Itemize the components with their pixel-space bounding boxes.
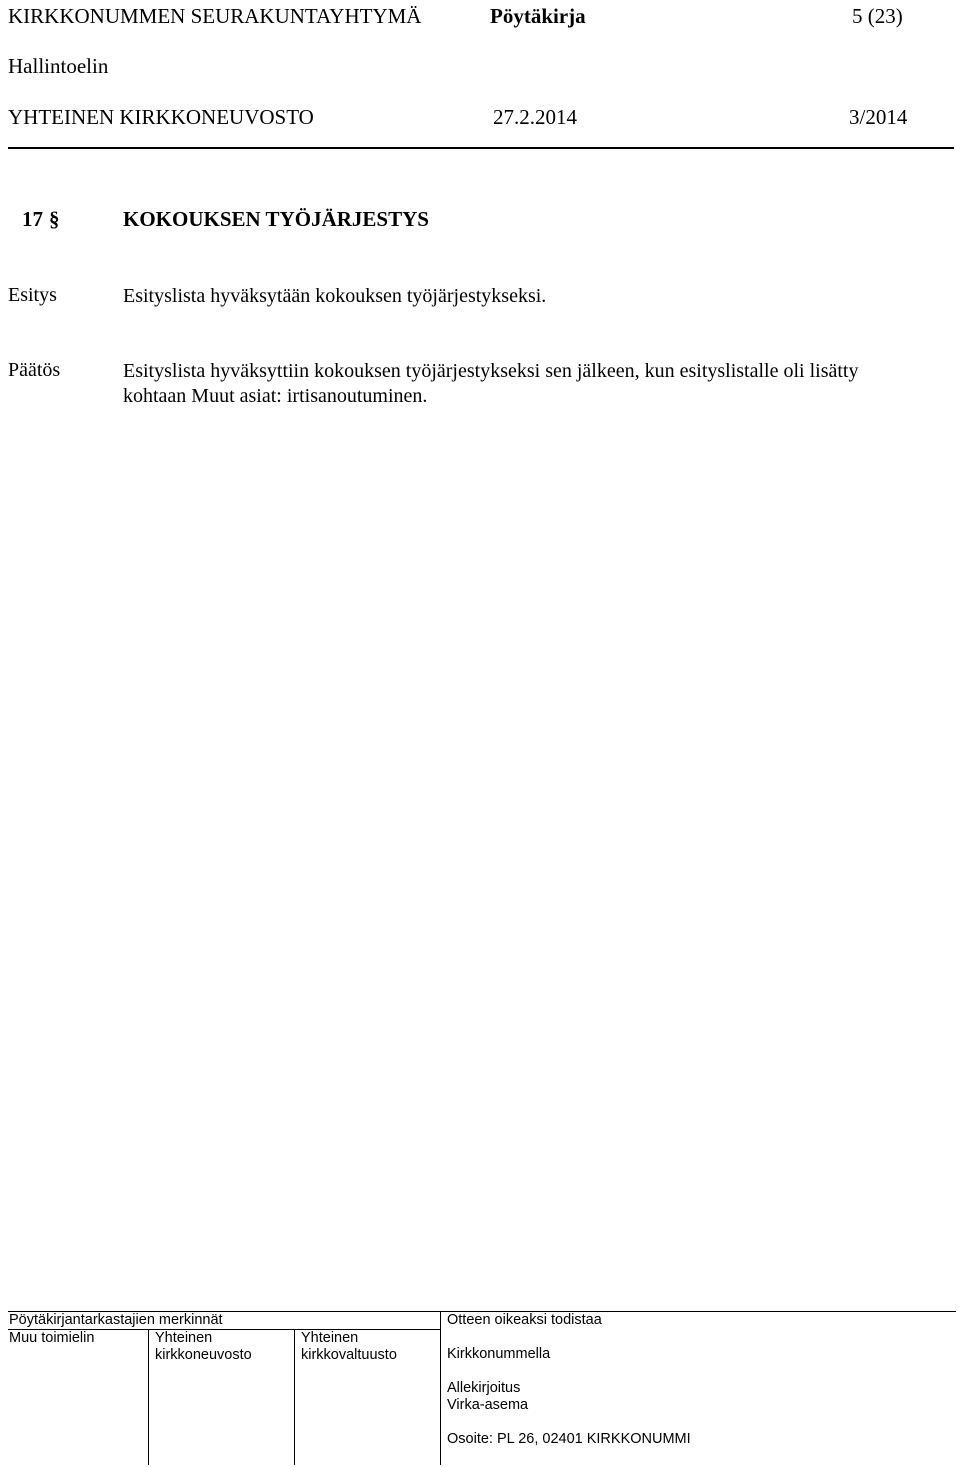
document-type: Pöytäkirja: [490, 4, 586, 28]
section-number: 17: [22, 207, 43, 231]
column-divider-2: [294, 1330, 295, 1465]
header-divider: [8, 147, 954, 149]
meeting-number: 3/2014: [849, 105, 908, 129]
page-number: 5 (23): [852, 4, 903, 28]
column-divider-3: [440, 1312, 441, 1465]
section-symbol: §: [49, 207, 60, 231]
column-divider-1: [148, 1330, 149, 1465]
organization-name: KIRKKONUMMEN SEURAKUNTAYHTYMÄ: [8, 4, 422, 28]
assembly-column-line2: kirkkovaltuusto: [301, 1347, 397, 1363]
section-title: KOKOUKSEN TYÖJÄRJESTYS: [123, 207, 429, 231]
body-name: YHTEINEN KIRKKONEUVOSTO: [8, 105, 314, 129]
proposal-label: Esitys: [8, 284, 57, 306]
council-column-line1: Yhteinen: [155, 1330, 213, 1346]
decision-text: Esityslista hyväksyttiin kokouksen työjärjestykseksi sen jälkeen, kun esityslistalle oli lisätty kohtaan Muut asiat: irtisanoutuminen.: [123, 360, 859, 407]
council-column-line2: kirkkoneuvosto: [155, 1347, 252, 1363]
meeting-date: 27.2.2014: [493, 105, 577, 129]
address: Osoite: PL 26, 02401 KIRKKONUMMI: [447, 1431, 691, 1447]
decision-label: Päätös: [8, 359, 61, 381]
position-label: Virka-asema: [447, 1397, 529, 1413]
certify-heading: Otteen oikeaksi todistaa: [447, 1312, 602, 1328]
other-body-column: Muu toimielin: [9, 1330, 95, 1346]
certify-place: Kirkkonummella: [447, 1346, 551, 1362]
signature-label: Allekirjoitus: [447, 1380, 521, 1396]
body-label: Hallintoelin: [8, 54, 109, 78]
assembly-column-line1: Yhteinen: [301, 1330, 359, 1346]
proposal-text: Esityslista hyväksytään kokouksen työjärjestykseksi.: [123, 285, 547, 307]
reviewers-heading: Pöytäkirjantarkastajien merkinnät: [9, 1312, 223, 1328]
